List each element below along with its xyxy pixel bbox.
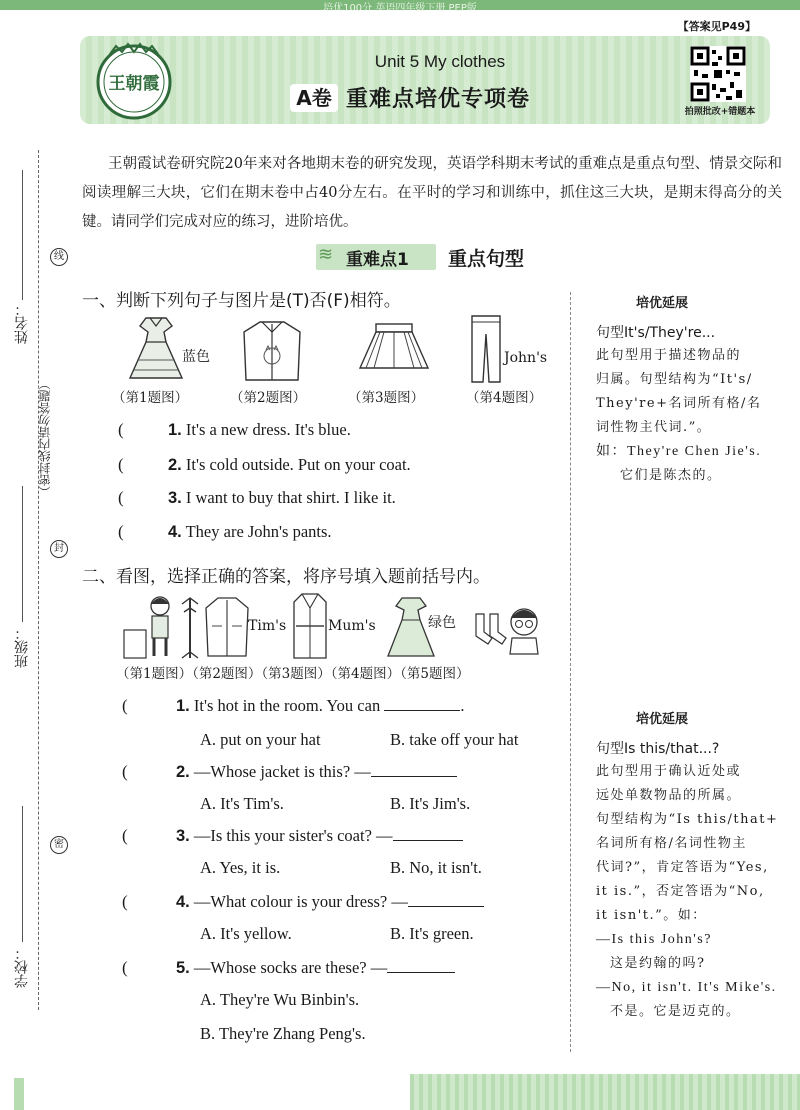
- jacket-picture: [204, 596, 250, 658]
- s2-q1-option-b: B. take off your hat: [390, 730, 519, 749]
- answer-paren[interactable]: (: [118, 420, 124, 439]
- binding-circle-seal: 封: [50, 540, 68, 558]
- fold-line: [38, 150, 39, 1010]
- binding-circle-line: 线: [50, 248, 68, 266]
- s2-q4-option-a: A. It's yellow.: [200, 924, 292, 943]
- pic1-caption: （第1题图）: [112, 390, 189, 406]
- binding-note: （密封线内请勿答题）: [38, 378, 52, 498]
- s1-item-2: 2. It's cold outside. Put on your coat.: [168, 455, 411, 474]
- skirt-picture: [358, 322, 430, 372]
- name-label: 姓名：: [14, 302, 30, 344]
- class-blank[interactable]: [22, 486, 23, 622]
- svg-text:王朝霞: 王朝霞: [108, 74, 160, 94]
- pic4-caption: （第4题图）: [466, 390, 543, 406]
- s2-item-5: 5. —Whose socks are these? —: [176, 958, 455, 978]
- book-series-label: 培优100分 英语四年级下册 PEP版: [323, 3, 477, 14]
- pic3-owner-label: Mum's: [328, 618, 376, 634]
- unit-title: Unit 5 My clothes: [374, 52, 506, 71]
- footer-decoration-left: [14, 1078, 24, 1110]
- s2-q2-option-a: A. It's Tim's.: [200, 794, 284, 813]
- answer-paren[interactable]: (: [118, 522, 124, 541]
- section1-heading: 一、判断下列句子与图片是(T)否(F)相符。: [82, 291, 401, 311]
- answer-blank[interactable]: [408, 892, 484, 907]
- s2-q5-option-a: A. They're Wu Binbin's.: [200, 990, 360, 1009]
- volume-title: 重难点培优专项卷: [346, 87, 531, 112]
- answer-blank[interactable]: [384, 696, 460, 711]
- answer-blank[interactable]: [371, 762, 457, 777]
- name-blank[interactable]: [22, 170, 23, 300]
- long-coat-picture: [292, 592, 328, 660]
- answer-paren[interactable]: (: [122, 696, 128, 715]
- answer-reference: 【答案见P49】: [677, 20, 756, 33]
- section2-pic-captions: （第1题图）（第2题图）（第3题图）（第4题图）（第5题图）: [116, 666, 470, 682]
- section2-heading: 二、看图，选择正确的答案，将序号填入题前括号内。: [82, 567, 490, 587]
- s2-q2-option-b: B. It's Jim's.: [390, 794, 471, 813]
- class-label: 班级：: [14, 626, 30, 668]
- pic2-caption: （第2题图）: [230, 390, 307, 406]
- s2-q3-option-a: A. Yes, it is.: [200, 858, 281, 877]
- extension2-body: 此句型用于确认近处或 远处单数物品的所属。 句型结构为“Is this/that+ 名词所有格/名词性物主 代词?”，肯定答语为“Yes, it is.”，否定答语为“No, it isn't.”。如： —Is this John's? 这是约翰的吗? —No, it isn't. It's Mike's. 不是。它是迈克的。: [596, 764, 779, 1019]
- s2-item-4: 4. —What colour is your dress? —: [176, 892, 484, 912]
- extension2-title: 培优延展: [636, 712, 689, 727]
- pic4-owner-label: John's: [504, 350, 548, 366]
- answer-paren[interactable]: (: [122, 892, 128, 911]
- answer-paren[interactable]: (: [122, 762, 128, 781]
- s2-q5-option-b: B. They're Zhang Peng's.: [200, 1024, 366, 1043]
- s2-item-2: 2. —Whose jacket is this? —: [176, 762, 457, 782]
- extension1-title: 培优延展: [636, 296, 689, 311]
- brand-seal-logo: [92, 40, 176, 120]
- wave-icon: ≋: [318, 244, 334, 265]
- extension1-subtitle: 句型It's/They're...: [596, 325, 716, 341]
- pic3-caption: （第3题图）: [348, 390, 425, 406]
- column-divider: [570, 292, 571, 1052]
- dress-picture: [128, 316, 184, 382]
- answer-paren[interactable]: (: [118, 488, 124, 507]
- s2-item-3: 3. —Is this your sister's coat? —: [176, 826, 463, 846]
- school-blank[interactable]: [22, 806, 23, 942]
- s2-q3-option-b: B. No, it isn't.: [390, 858, 482, 877]
- pic2-owner-label: Tim's: [248, 618, 287, 634]
- footer-decoration-bar: [410, 1074, 800, 1110]
- s1-item-3: 3. I want to buy that shirt. I like it.: [168, 488, 396, 507]
- pants-picture: [470, 314, 502, 384]
- s2-item-1: 1. It's hot in the room. You can .: [176, 696, 465, 715]
- binding-circle-secret: 密: [50, 836, 68, 854]
- answer-blank[interactable]: [387, 958, 455, 973]
- answer-paren[interactable]: (: [122, 826, 128, 845]
- s2-q4-option-b: B. It's green.: [390, 924, 474, 943]
- s1-item-1: 1. It's a new dress. It's blue.: [168, 420, 351, 439]
- focus-title: 重点句型: [448, 248, 525, 270]
- pic4-color-label: 绿色: [428, 615, 456, 631]
- intro-paragraph: 王朝霞试卷研究院20年来对各地期末卷的研究发现，英语学科期末考试的重难点是重点句型、情景交际和阅读理解三大块，它们在期末卷中占40分左右。在平时的学习和训练中，抓住这三大块，是期末得高分的关键。请同学们完成对应的练习，进阶培优。: [82, 156, 782, 230]
- pic1-color-label: 蓝色: [182, 349, 210, 365]
- answer-blank[interactable]: [393, 826, 463, 841]
- socks-and-boy-picture: [472, 600, 540, 656]
- qr-code-icon[interactable]: [690, 46, 746, 102]
- s1-item-4: 4. They are John's pants.: [168, 522, 332, 541]
- boy-coat-rack-picture: [122, 592, 208, 660]
- coat-picture: [240, 318, 304, 384]
- extension2-subtitle: 句型Is this/that...?: [596, 741, 720, 757]
- qr-caption: 拍照批改+错题本: [684, 107, 756, 117]
- answer-paren[interactable]: (: [118, 455, 124, 474]
- school-label: 学校：: [14, 946, 30, 988]
- answer-paren[interactable]: (: [122, 958, 128, 977]
- extension1-body: 此句型用于描述物品的 归属。句型结构为“It's/ They're+名词所有格/名 词性物主代词.”。 如：They're Chen Jie's. 它们是陈杰的。: [596, 348, 762, 483]
- volume-badge: A卷: [290, 84, 338, 112]
- s2-q1-option-a: A. put on your hat: [200, 730, 321, 749]
- focus-label: 重难点1: [346, 250, 409, 270]
